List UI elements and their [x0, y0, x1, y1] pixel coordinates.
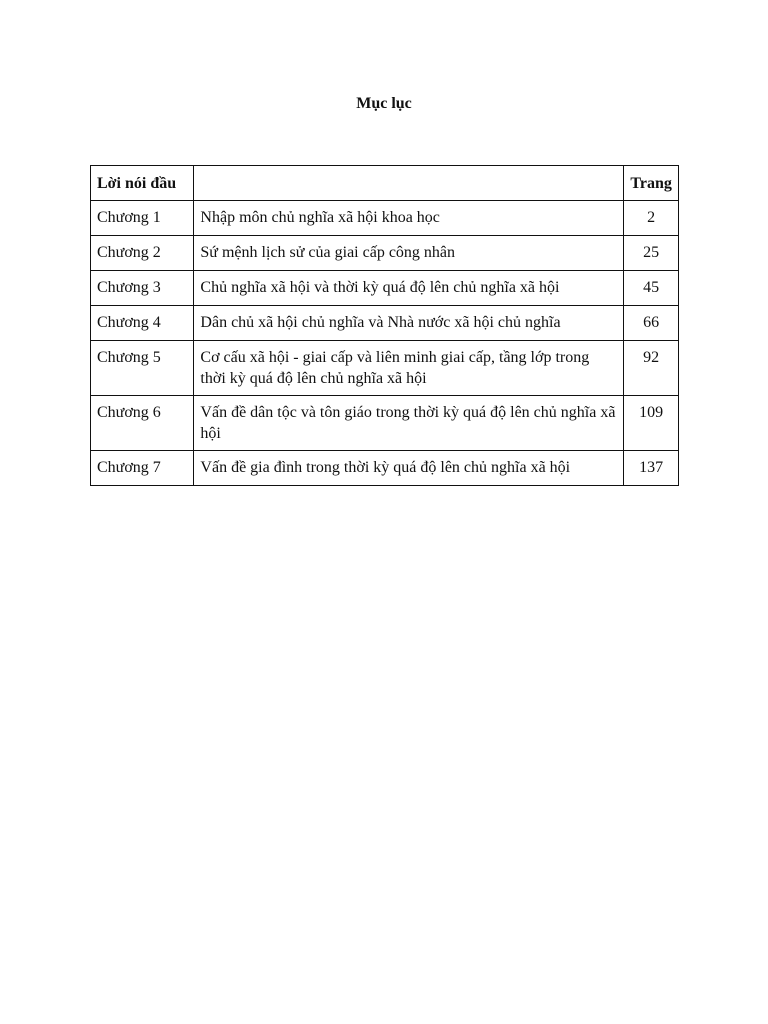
- chapter-page-number: 2: [624, 201, 679, 236]
- header-title-cell: [194, 166, 624, 201]
- chapter-label: Chương 7: [91, 451, 194, 486]
- chapter-title: Chủ nghĩa xã hội và thời kỳ quá độ lên chủ nghĩa xã hội: [194, 271, 624, 306]
- header-page-label: Trang: [624, 166, 679, 201]
- chapter-label: Chương 4: [91, 306, 194, 341]
- chapter-title: Cơ cấu xã hội - giai cấp và liên minh giai cấp, tầng lớp trong thời kỳ quá độ lên chủ nghĩa xã hội: [194, 341, 624, 396]
- table-row: [91, 396, 679, 451]
- chapter-label: Chương 5: [91, 341, 194, 396]
- table-of-contents: [90, 165, 679, 486]
- header-preface-label: Lời nói đầu: [91, 166, 194, 201]
- table-row: [91, 341, 679, 396]
- table-row: [91, 271, 679, 306]
- chapter-page-number: 109: [624, 396, 679, 451]
- table-row: [91, 201, 679, 236]
- chapter-label: Chương 6: [91, 396, 194, 451]
- page-title: Mục lục: [356, 95, 412, 112]
- chapter-page-number: 92: [624, 341, 679, 396]
- chapter-label: Chương 1: [91, 201, 194, 236]
- chapter-label: Chương 2: [91, 236, 194, 271]
- table-header-row: [91, 166, 679, 201]
- chapter-page-number: 45: [624, 271, 679, 306]
- chapter-title: Dân chủ xã hội chủ nghĩa và Nhà nước xã hội chủ nghĩa: [194, 306, 624, 341]
- chapter-title: Nhập môn chủ nghĩa xã hội khoa học: [194, 201, 624, 236]
- chapter-page-number: 66: [624, 306, 679, 341]
- chapter-title: Sứ mệnh lịch sử của giai cấp công nhân: [194, 236, 624, 271]
- chapter-label: Chương 3: [91, 271, 194, 306]
- chapter-page-number: 25: [624, 236, 679, 271]
- chapter-title: Vấn đề dân tộc và tôn giáo trong thời kỳ quá độ lên chủ nghĩa xã hội: [194, 396, 624, 451]
- chapter-page-number: 137: [624, 451, 679, 486]
- table-row: [91, 306, 679, 341]
- table-row: [91, 451, 679, 486]
- chapter-title: Vấn đề gia đình trong thời kỳ quá độ lên chủ nghĩa xã hội: [194, 451, 624, 486]
- table-row: [91, 236, 679, 271]
